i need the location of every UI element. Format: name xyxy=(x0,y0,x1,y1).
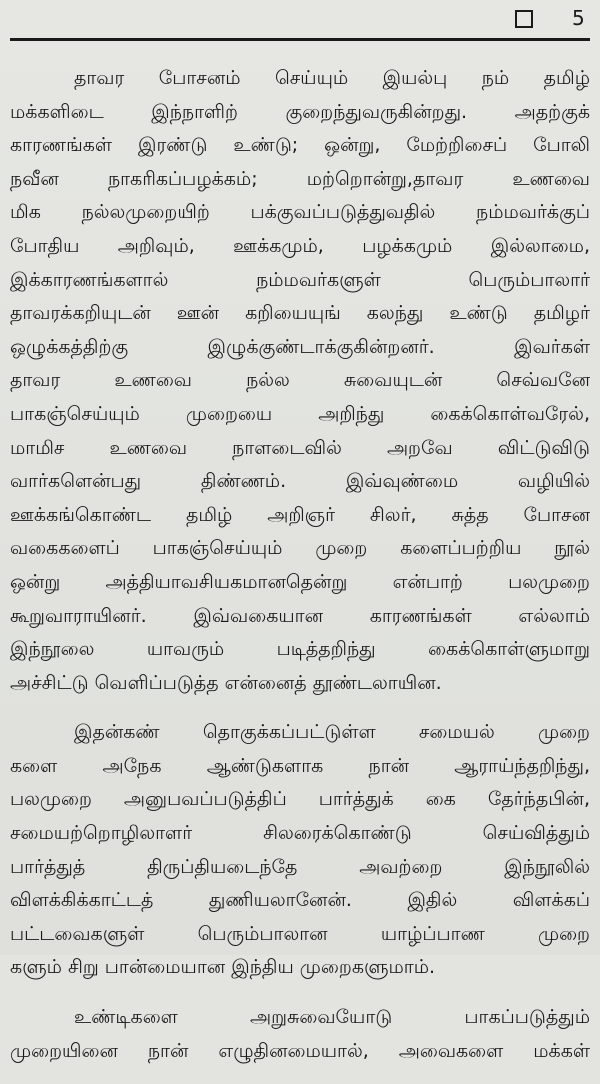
text-line: மாமிச உணவை நாளடைவில் அறவே விட்டுவிடு xyxy=(10,436,590,459)
text-line: வார்களென்பது திண்ணம். இவ்வுண்மை வழியில் xyxy=(10,470,590,493)
text-line: மிக நல்லமுறையிற் பக்குவப்படுத்துவதில் நம்மவர்க்குப் xyxy=(10,201,590,224)
text-line: காரணங்கள் இரண்டு உண்டு; ஒன்று, மேற்றிசைப் போலி xyxy=(10,134,590,157)
text-line: களை அநேக ஆண்டுகளாக நான் ஆராய்ந்தறிந்து, xyxy=(10,754,590,777)
text-line: இக்காரணங்களால் நம்மவர்களுள் பெரும்பாலார் xyxy=(10,268,590,291)
text-line: இந்நூலை யாவரும் படித்தறிந்து கைக்கொள்ளுமாறு xyxy=(10,638,590,661)
text-line: கூறுவாராயினர். இவ்வகையான காரணங்கள் எல்லாம் xyxy=(10,604,590,627)
text-line: ஒழுக்கத்திற்கு இழுக்குண்டாக்குகின்றனர். இவர்கள் xyxy=(10,335,590,358)
paragraph xyxy=(10,716,590,985)
text-line: தாவர உணவை நல்ல சுவையுடன் செவ்வனே xyxy=(10,369,590,392)
header-rule xyxy=(10,38,590,41)
paragraph xyxy=(10,62,590,700)
body-text xyxy=(10,62,590,1084)
text-line: தாவரக்கறியுடன் ஊன் கறியையுங் கலந்து உண்டு தமிழர் xyxy=(10,302,590,325)
text-line: பலமுறை அனுபவப்படுத்திப் பார்த்துக் கை தேர்ந்தபின், xyxy=(10,788,590,811)
text-line: வகைகளைப் பாகஞ்செய்யும் முறை களைப்பற்றிய நூல் xyxy=(10,537,590,560)
page-number: 5 xyxy=(572,6,585,30)
text-line: முறையினை நான் எழுதினமையால், அவைகளை மக்கள் xyxy=(10,1039,590,1062)
text-line: நவீன நாகரிகப்பழக்கம்; மற்றொன்று,தாவர உணவை xyxy=(10,167,590,190)
text-line: பார்த்துத் திருப்தியடைந்தே அவற்றை இந்நூலில் xyxy=(10,855,590,878)
paragraph xyxy=(10,1001,590,1068)
text-line: உண்டிகளை அறுசுவையோடு பாகப்படுத்தும் xyxy=(74,1006,590,1029)
text-line: பாகஞ்செய்யும் முறையை அறிந்து கைக்கொள்வரேல், xyxy=(10,402,590,425)
text-line: இதன்கண் தொகுக்கப்பட்டுள்ள சமையல் முறை xyxy=(74,721,590,744)
text-line: அச்சிட்டு வெளிப்படுத்த என்னைத் தூண்டலாயின. xyxy=(10,671,442,694)
text-line: விளக்கிக்காட்டத் துணியலானேன். இதில் விளக்கப் xyxy=(10,889,590,912)
text-line: பட்டவைகளுள் பெரும்பாலான யாழ்ப்பாண முறை xyxy=(10,922,590,945)
square-outline-icon xyxy=(515,10,533,28)
text-line: மக்களிடை இந்நாளிற் குறைந்துவருகின்றது. அதற்குக் xyxy=(10,100,590,123)
text-line: ஊக்கங்கொண்ட தமிழ் அறிஞர் சிலர், சுத்த போசன xyxy=(10,503,590,526)
text-line: களும் சிறு பான்மையான இந்திய முறைகளுமாம். xyxy=(10,956,436,979)
text-line: ஒன்று அத்தியாவசியகமானதென்று என்பாற் பலமுறை xyxy=(10,570,590,593)
page-header xyxy=(0,0,600,46)
show-through-heading xyxy=(250,6,500,20)
text-line: தாவர போசனம் செய்யும் இயல்பு நம் தமிழ் xyxy=(74,67,590,89)
text-line: சமையற்றொழிலாளர் சிலரைக்கொண்டு செய்வித்தும் xyxy=(10,822,590,845)
text-line: போதிய அறிவும், ஊக்கமும், பழக்கமும் இல்லாமை, xyxy=(10,234,590,257)
